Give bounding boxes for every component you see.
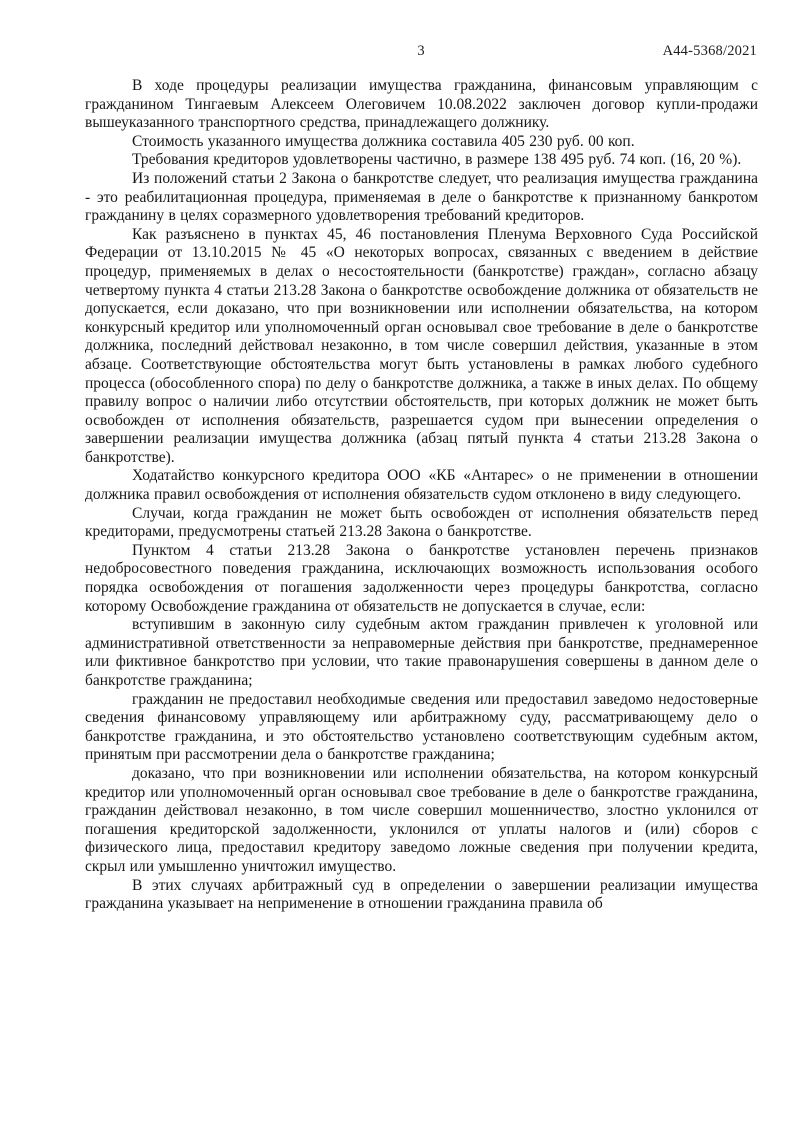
paragraph-cases-article-213: Случаи, когда гражданин не может быть освобожден от исполнения обязательств перед кредиторами, предусмотрены статьей 213.28 Закона о банкротстве. bbox=[85, 504, 758, 541]
case-number: А44-5368/2021 bbox=[662, 43, 757, 59]
document-header bbox=[85, 42, 757, 60]
paragraph-article-2: Из положений статьи 2 Закона о банкротстве следует, что реализация имущества гражданина - это реабилитационная процедура, применяемая в деле о банкротстве к признанному банкротом гражданину в целях соразмерного удовлетворения требований кредиторов. bbox=[85, 169, 758, 225]
paragraph-condition-information: гражданин не предоставил необходимые сведения или предоставил заведомо недостоверные сведения финансовому управляющему или арбитражному суду, рассматривающему дело о банкротстве гражданина, и это обстоятельство установлено соответствующим судебным актом, принятым при рассмотрении дела о банкротстве гражданина; bbox=[85, 690, 758, 764]
paragraph-condition-liability: вступившим в законную силу судебным актом гражданин привлечен к уголовной или административной ответственности за неправомерные действия при банкротстве, преднамеренное или фиктивное банкротство при условии, что такие правонарушения совершены в данном деле о банкротстве гражданина; bbox=[85, 616, 758, 689]
paragraph-point-4-list-intro: Пунктом 4 статьи 213.28 Закона о банкротстве установлен перечень признаков недобросовестного поведения гражданина, исключающих возможность использования особого порядка освобождения от погашения задолженности через процедуры банкротства, согласно которому Освобождение гражданина от обязательств не допускается в случае, если: bbox=[85, 541, 758, 615]
document-body bbox=[85, 77, 758, 914]
paragraph-claims-satisfied: Требования кредиторов удовлетворены частично, в размере 138 495 руб. 74 коп. (16, 20 %). bbox=[132, 151, 742, 169]
paragraph-property-value: Стоимость указанного имущества должника составила 405 230 руб. 00 коп. bbox=[132, 132, 635, 150]
paragraph-creditor-motion: Ходатайство конкурсного кредитора ООО «КБ «Антарес» о не применении в отношении должника правил освобождения от исполнения обязательств судом отклонено в виду следующего. bbox=[85, 467, 758, 504]
paragraph-condition-illegal-actions: доказано, что при возникновении или исполнении обязательства, на котором конкурсный кредитор или уполномоченный орган основывал свое требование в деле о банкротстве гражданина, гражданин действовал незаконно, в том числе совершил мошенничество, злостно уклонился от погашения кредиторской задолженности, уклонился от уплаты налогов и (или) сборов с физического лица, предоставил кредитору заведомо ложные сведения при получении кредита, скрыл или умышленно уничтожил имущество. bbox=[85, 764, 758, 875]
paragraph-sale-agreement: В ходе процедуры реализации имущества гражданина, финансовым управляющим с гражданином Тингаевым Алексеем Олеговичем 10.08.2022 заключен договор купли-продажи вышеуказанного транспортного средства, принадлежащего должнику. bbox=[85, 77, 758, 132]
paragraph-plenum-clarification: Как разъяснено в пунктах 45, 46 постановления Пленума Верховного Суда Российской Федерации от 13.10.2015 № 45 «О некоторых вопросах, связанных с введением в действие процедур, применяемых в делах о несостоятельности (банкротстве) граждан», согласно абзацу четвертому пункта 4 статьи 213.28 Закона о банкротстве освобождение должника от обязательств не допускается, если доказано, что при возникновении или исполнении обязательства, на котором конкурсный кредитор или уполномоченный орган основывал свое требование в деле о банкротстве должника, последний действовал незаконно, в том числе совершил действия, указанные в этом абзаце. Соответствующие обстоятельства могут быть установлены в рамках любого судебного процесса (обособленного спора) по делу о банкротстве должника, а также в иных делах. По общему правилу вопрос о наличии либо отсутствии обстоятельств, при которых должник не может быть освобожден от исполнения обязательств, разрешается судом при вынесении определения о завершении реализации имущества должника (абзац пятый пункта 4 статьи 213.28 Закона о банкротстве). bbox=[85, 225, 758, 466]
paragraph-court-indicates: В этих случаях арбитражный суд в определении о завершении реализации имущества гражданина указывает на неприменение в отношении гражданина правила об bbox=[85, 876, 758, 913]
page-number: 3 bbox=[417, 43, 425, 59]
